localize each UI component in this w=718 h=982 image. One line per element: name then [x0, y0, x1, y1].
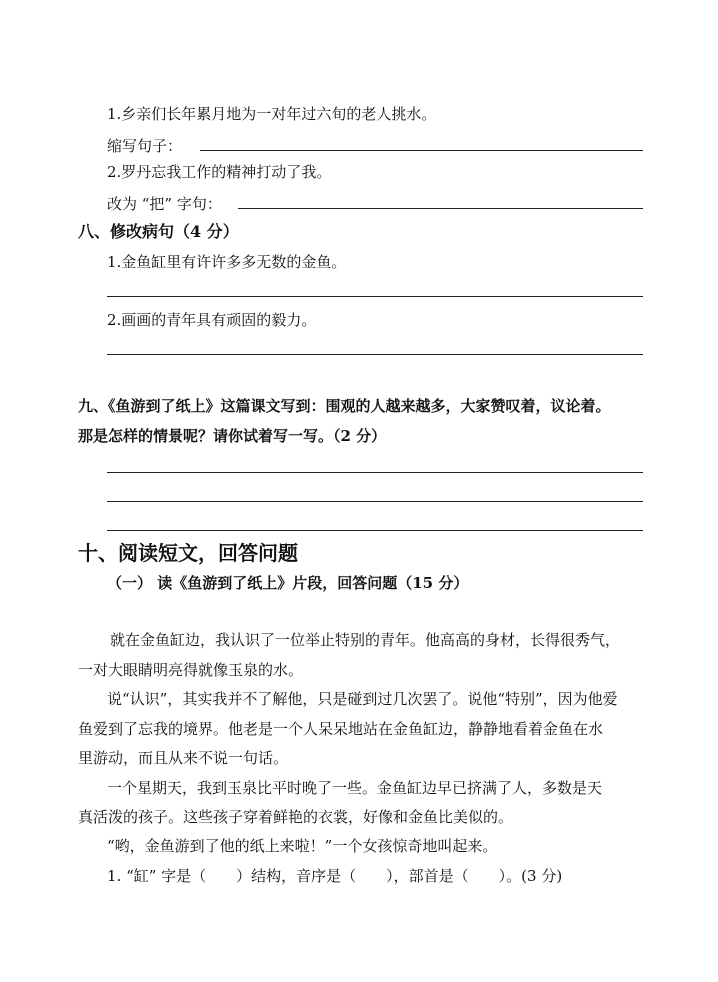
answer-line-9-2[interactable]: [107, 501, 643, 502]
section10-subheading: （一） 读《鱼游到了纸上》片段，回答问题（15 分）: [107, 574, 469, 592]
section9-heading-line2: 那是怎样的情景呢？请你试着写一写。（2 分）: [78, 427, 387, 445]
answer-line-8-2[interactable]: [107, 354, 643, 355]
answer-line-7-2[interactable]: [238, 208, 643, 209]
q10-1-text: 1. “缸” 字是（ ）结构，音序是（ ），部首是（ ）。(3 分): [107, 867, 563, 885]
section9-heading-line1: 九、《鱼游到了纸上》这篇课文写到：围观的人越来越多，大家赞叹着，议论着。: [78, 397, 611, 415]
q7-1-prompt: 缩写句子：: [107, 137, 183, 155]
q7-2-prompt: 改为 “把” 字句：: [107, 195, 222, 213]
section10-heading: 十、阅读短文，回答问题: [78, 541, 298, 565]
passage-line: 一对大眼睛明亮得就像玉泉的水。: [78, 661, 304, 679]
passage-line: “哟，金鱼游到了他的纸上来啦！”一个女孩惊奇地叫起来。: [107, 837, 498, 855]
q8-2-text: 2.画画的青年具有顽固的毅力。: [107, 311, 317, 329]
passage-line: 鱼爱到了忘我的境界。他老是一个人呆呆地站在金鱼缸边，静静地看着金鱼在水: [78, 720, 604, 738]
passage-line: 真活泼的孩子。这些孩子穿着鲜艳的衣裳，好像和金鱼比美似的。: [78, 808, 514, 826]
q7-2-text: 2.罗丹忘我工作的精神打动了我。: [107, 163, 332, 181]
answer-line-7-1[interactable]: [200, 150, 643, 151]
answer-line-9-1[interactable]: [107, 472, 643, 473]
passage-line: 一个星期天，我到玉泉比平时晚了一些。金鱼缸边早已挤满了人，多数是天: [107, 779, 603, 797]
section8-heading: 八、修改病句（4 分）: [78, 222, 239, 241]
answer-line-9-3[interactable]: [107, 530, 643, 531]
q8-1-text: 1.金鱼缸里有许许多多无数的金鱼。: [107, 253, 347, 271]
q7-1-text: 1.乡亲们长年累月地为一对年过六旬的老人挑水。: [107, 105, 437, 123]
passage-line: 里游动，而且从来不说一句话。: [78, 749, 289, 767]
passage-line: 说“认识”，其实我并不了解他，只是碰到过几次罢了。说他“特别”，因为他爱: [107, 690, 618, 708]
answer-line-8-1[interactable]: [107, 296, 643, 297]
passage-line: 就在金鱼缸边，我认识了一位举止特别的青年。他高高的身材，长得很秀气，: [110, 631, 621, 649]
